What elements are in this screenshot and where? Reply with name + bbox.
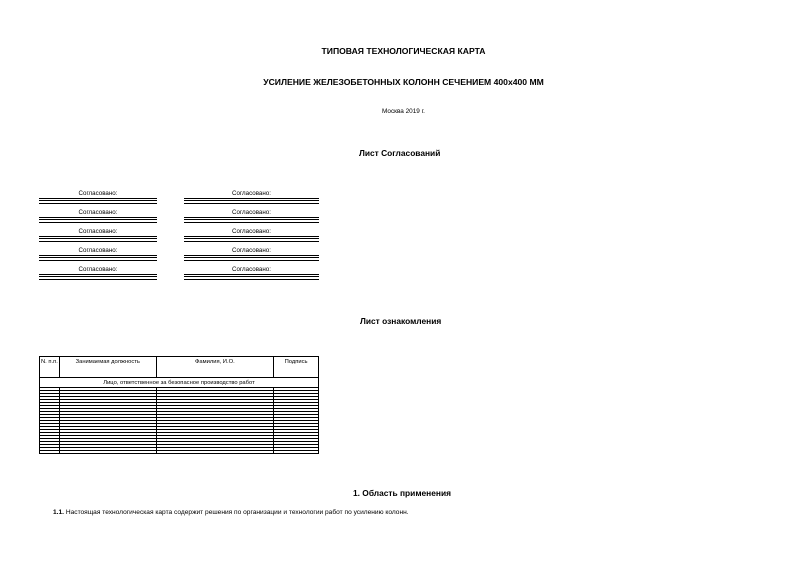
col-name-header: Фамилия, И.О.: [156, 357, 274, 378]
signature-lines: [184, 274, 319, 281]
document-title: ТИПОВАЯ ТЕХНОЛОГИЧЕСКАЯ КАРТА: [321, 46, 486, 56]
approval-column-left: [39, 190, 157, 285]
item-number: 1.1.: [53, 509, 64, 516]
approval-label: Согласовано:: [78, 247, 118, 254]
approval-label: Согласовано:: [232, 266, 271, 273]
approval-label: Согласовано:: [78, 228, 118, 235]
table-row: [40, 451, 319, 454]
col-number-header: N. п.п.: [40, 357, 60, 378]
signature-lines: [184, 236, 319, 243]
approval-label: Согласовано:: [232, 190, 271, 197]
approval-item: [39, 190, 157, 209]
table-cell: [40, 451, 60, 454]
signature-lines: [39, 198, 157, 205]
approval-item: [39, 209, 157, 228]
responsible-label: Лицо, ответственное за безопасное производство работ: [40, 378, 319, 388]
approval-item: [184, 209, 319, 228]
familiarization-title: Лист ознакомления: [360, 316, 442, 326]
approval-label: Согласовано:: [78, 190, 118, 197]
familiarization-table: [39, 356, 319, 454]
approval-item: [39, 247, 157, 266]
approval-label: Согласовано:: [232, 247, 271, 254]
approval-item: [184, 266, 319, 285]
section-1-item: [53, 509, 409, 516]
document-subtitle: УСИЛЕНИЕ ЖЕЛЕЗОБЕТОННЫХ КОЛОНН СЕЧЕНИЕМ 400х400 ММ: [263, 77, 544, 87]
responsible-row: [40, 378, 319, 388]
table-header-row: [40, 357, 319, 378]
approval-label: Согласовано:: [78, 209, 118, 216]
col-position-header: Занимаемая должность: [59, 357, 156, 378]
item-text: Настоящая технологическая карта содержит решения по организации и технологии работ по усилению колонн.: [65, 509, 409, 516]
approval-label: Согласовано:: [78, 266, 118, 273]
table-cell: [274, 451, 319, 454]
table-cell: [156, 451, 274, 454]
signature-lines: [39, 255, 157, 262]
section-1-title: 1. Область применения: [353, 488, 451, 498]
approval-title: Лист Согласований: [359, 148, 441, 158]
table-cell: [59, 451, 156, 454]
col-signature-header: Подпись: [274, 357, 319, 378]
city-year: Москва 2019 г.: [382, 108, 425, 115]
approval-item: [39, 228, 157, 247]
signature-lines: [184, 255, 319, 262]
approval-item: [184, 228, 319, 247]
approval-item: [39, 266, 157, 285]
approval-label: Согласовано:: [232, 209, 271, 216]
signature-lines: [39, 274, 157, 281]
signature-lines: [184, 198, 319, 205]
approval-item: [184, 247, 319, 266]
signature-lines: [184, 217, 319, 224]
approval-label: Согласовано:: [232, 228, 271, 235]
signature-lines: [39, 236, 157, 243]
approval-item: [184, 190, 319, 209]
signature-lines: [39, 217, 157, 224]
approval-column-right: [184, 190, 319, 285]
